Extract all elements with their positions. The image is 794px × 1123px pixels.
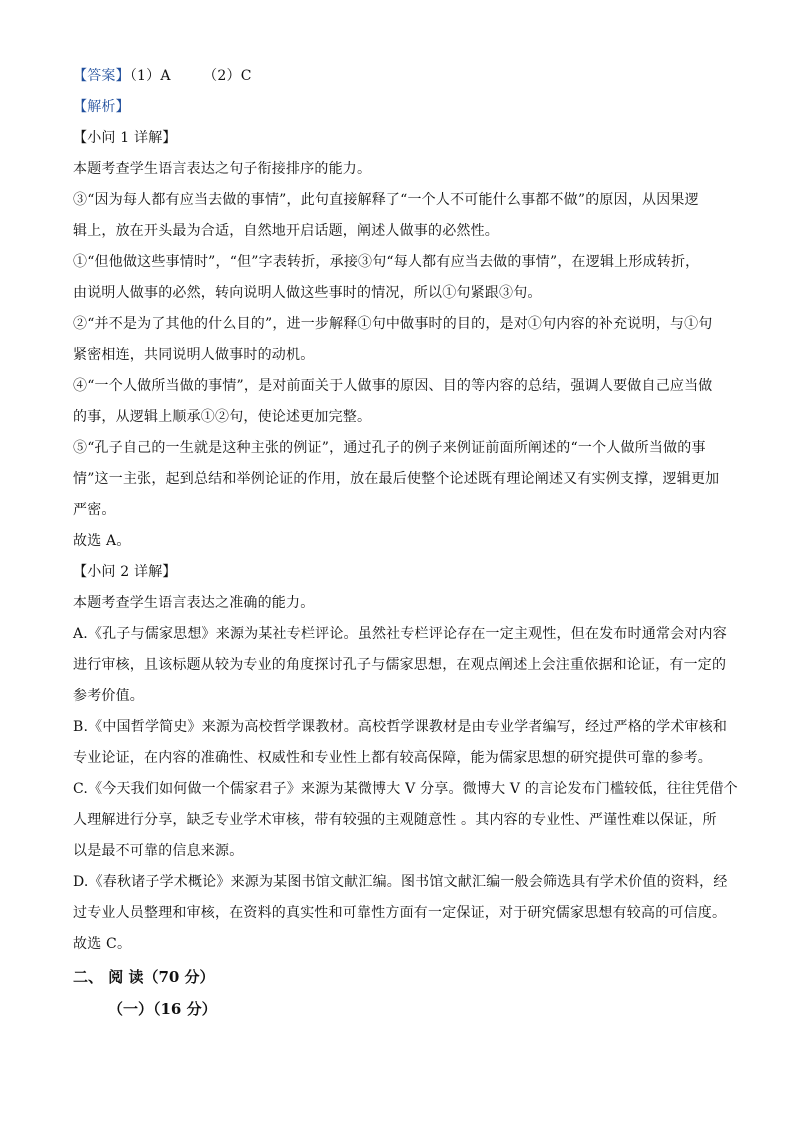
section-title: 二、 阅 读（70 分）: [73, 968, 215, 986]
subsection-title: （一）（16 分）: [108, 1000, 217, 1018]
q1-line: ⑤“孔子自己的一生就是这种主张的例证”，通过孔子的例子来例证前面所阐述的“一个人做所当做的事: [73, 440, 706, 456]
q2-heading: 【小问 2 详解】: [73, 564, 177, 580]
q2-line: 专业论证，在内容的准确性、权威性和专业性上都有较高保障，能为儒家思想的研究提供可靠的参考。: [73, 750, 712, 766]
q2-line: C.《今天我们如何做一个儒家君子》来源为某微博大 V 分享。微博大 V 的言论发布门槛较低，往往凭借个: [73, 781, 738, 797]
q2-line: 故选 C。: [73, 936, 132, 952]
q1-line: 由说明人做事的必然，转向说明人做这些事时的情况，所以①句紧跟③句。: [73, 285, 542, 301]
q1-line: 情”这一主张，起到总结和举例论证的作用，放在最后使整个论述既有理论阐述又有实例支撑，逻辑更加: [73, 471, 720, 487]
q1-line: 的事，从逻辑上顺承①②句，使论述更加完整。: [73, 409, 372, 425]
q1-line: ④“一个人做所当做的事情”，是对前面关于人做事的原因、目的等内容的总结，强调人要做自己应当做: [73, 378, 713, 394]
q2-line: 参考价值。: [73, 688, 144, 704]
answer-label: 【答案】: [73, 68, 130, 84]
q2-line: A.《孔子与儒家思想》来源为某社专栏评论。虽然社专栏评论存在一定主观性，但在发布时通常会对内容: [73, 626, 727, 642]
answer-line: [73, 67, 723, 85]
answer-text: （1）A （2）C: [129, 68, 252, 84]
q1-intro: 本题考查学生语言表达之句子衔接排序的能力。: [73, 161, 372, 177]
q2-line: B.《中国哲学简史》来源为高校哲学课教材。高校哲学课教材是由专业学者编写，经过严格的学术审核和: [73, 719, 728, 735]
q1-line: ②“并不是为了其他的什么目的”，进一步解释①句中做事时的目的，是对①句内容的补充说明，与①句: [73, 316, 713, 332]
q1-line: 故选 A。: [73, 533, 131, 549]
q2-intro: 本题考查学生语言表达之准确的能力。: [73, 595, 315, 611]
q2-line: 进行审核，且该标题从较为专业的角度探讨孔子与儒家思想，在观点阐述上会注重依据和论证，有一定的: [73, 657, 727, 673]
q2-line: 以是最不可靠的信息来源。: [73, 843, 244, 859]
analysis-label: 【解析】: [73, 99, 130, 115]
q1-line: ①“但他做这些事情时”，“但”字表转折，承接③句“每人都有应当去做的事情”，在逻辑上形成转折，: [73, 254, 700, 270]
q2-line: 过专业人员整理和审核，在资料的真实性和可靠性方面有一定保证，对于研究儒家思想有较高的可信度。: [73, 905, 727, 921]
q1-line: 严密。: [73, 502, 116, 518]
q2-line: D.《春秋诸子学术概论》来源为某图书馆文献汇编。图书馆文献汇编一般会筛选具有学术价值的资料，经: [73, 874, 728, 890]
q1-line: 紧密相连，共同说明人做事时的动机。: [73, 347, 315, 363]
q2-line: 人理解进行分享，缺乏专业学术审核，带有较强的主观随意性 。其内容的专业性、严谨性难以保证，所: [73, 812, 717, 828]
q1-line: ③“因为每人都有应当去做的事情”，此句直接解释了“一个人不可能什么事都不做”的原因，从因果逻: [73, 192, 699, 208]
q1-heading: 【小问 1 详解】: [73, 130, 177, 146]
q1-line: 辑上，放在开头最为合适，自然地开启话题，阐述人做事的必然性。: [73, 223, 499, 239]
